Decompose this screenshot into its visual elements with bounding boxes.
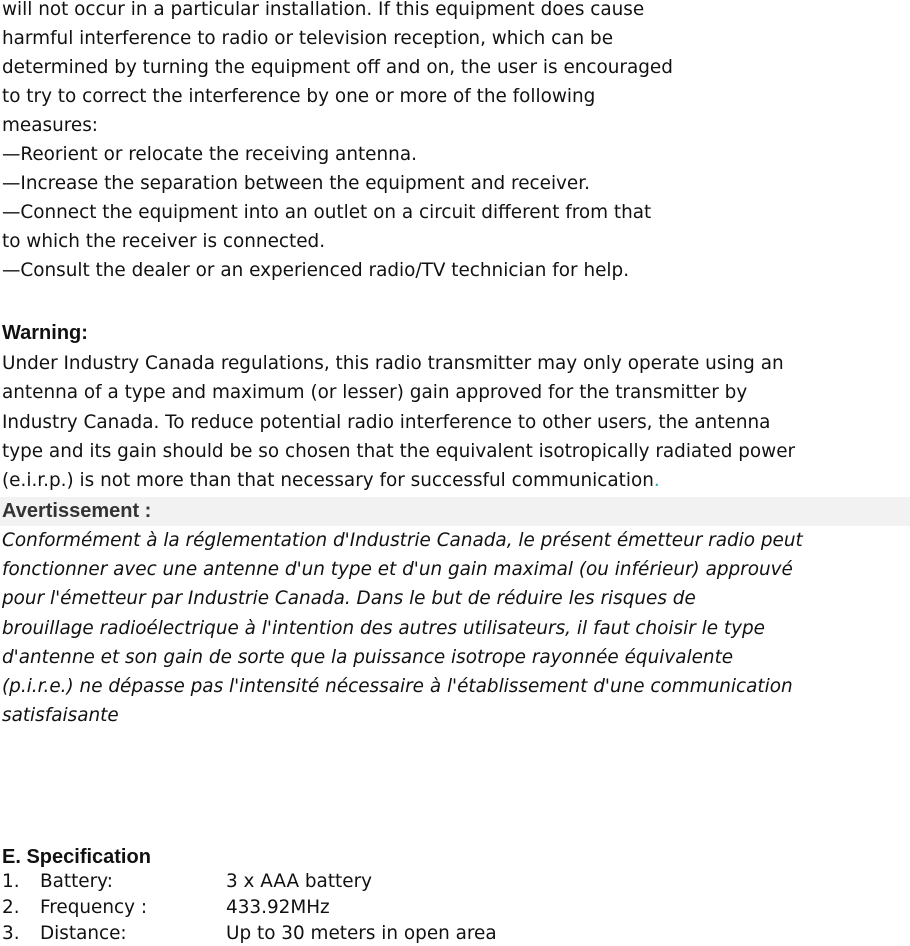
- spec-label: Frequency :: [40, 897, 148, 918]
- spec-value: 433.92MHz: [226, 897, 330, 918]
- avertissement-text-line: d'antenne et son gain de sorte que la puissance isotrope rayonnée équivalente: [2, 647, 734, 668]
- fcc-text-line: will not occur in a particular installation. If this equipment does cause: [2, 0, 645, 20]
- avertissement-text-line: (p.i.r.e.) ne dépasse pas l'intensité nécessaire à l'établissement d'une communication: [2, 676, 793, 697]
- spec-value: 3 x AAA battery: [226, 871, 373, 892]
- spec-value: Up to 30 meters in open area: [226, 923, 497, 944]
- warning-text-line: antenna of a type and maximum (or lesser) gain approved for the transmitter by: [2, 382, 748, 403]
- warning-heading: Warning:: [2, 322, 88, 344]
- fcc-measure-item: —Reorient or relocate the receiving antenna.: [2, 144, 417, 165]
- specification-heading: E. Specification: [2, 846, 151, 868]
- fcc-text-line: harmful interference to radio or television reception, which can be: [2, 28, 614, 49]
- avertissement-text-line: pour l'émetteur par Industrie Canada. Dans le but de réduire les risques de: [2, 588, 696, 609]
- spec-number: 2.: [2, 897, 20, 918]
- fcc-text-line: to try to correct the interference by one or more of the following: [2, 86, 596, 107]
- avertissement-text-line: brouillage radioélectrique à l'intention des autres utilisateurs, il faut choisir le type: [2, 618, 765, 639]
- avertissement-text-line: Conformément à la réglementation d'Industrie Canada, le présent émetteur radio peut: [2, 530, 803, 551]
- fcc-measure-item: —Consult the dealer or an experienced radio/TV technician for help.: [2, 260, 630, 281]
- spec-label: Battery:: [40, 871, 113, 892]
- avertissement-text-line: fonctionner avec une antenne d'un type et d'un gain maximal (ou inférieur) approuvé: [2, 559, 793, 580]
- warning-end-mark: .: [653, 470, 660, 491]
- fcc-measure-item: to which the receiver is connected.: [2, 231, 326, 252]
- fcc-text-line: determined by turning the equipment off and on, the user is encouraged: [2, 57, 673, 78]
- fcc-text-line: measures:: [2, 115, 98, 136]
- fcc-measure-item: —Increase the separation between the equipment and receiver.: [2, 173, 590, 194]
- warning-text-line: [2, 470, 660, 492]
- warning-last-line-text: (e.i.r.p.) is not more than that necessary for successful communication: [2, 470, 654, 491]
- avertissement-heading: Avertissement :: [2, 500, 152, 522]
- spec-number: 1.: [2, 871, 20, 892]
- avertissement-text-line: satisfaisante: [2, 705, 119, 726]
- spec-number: 3.: [2, 923, 20, 944]
- fcc-measure-item: —Connect the equipment into an outlet on a circuit different from that: [2, 202, 652, 223]
- spec-label: Distance:: [40, 923, 127, 944]
- warning-text-line: Under Industry Canada regulations, this radio transmitter may only operate using an: [2, 353, 784, 374]
- warning-text-line: type and its gain should be so chosen that the equivalent isotropically radiated power: [2, 441, 796, 462]
- warning-text-line: Industry Canada. To reduce potential radio interference to other users, the antenna: [2, 412, 771, 433]
